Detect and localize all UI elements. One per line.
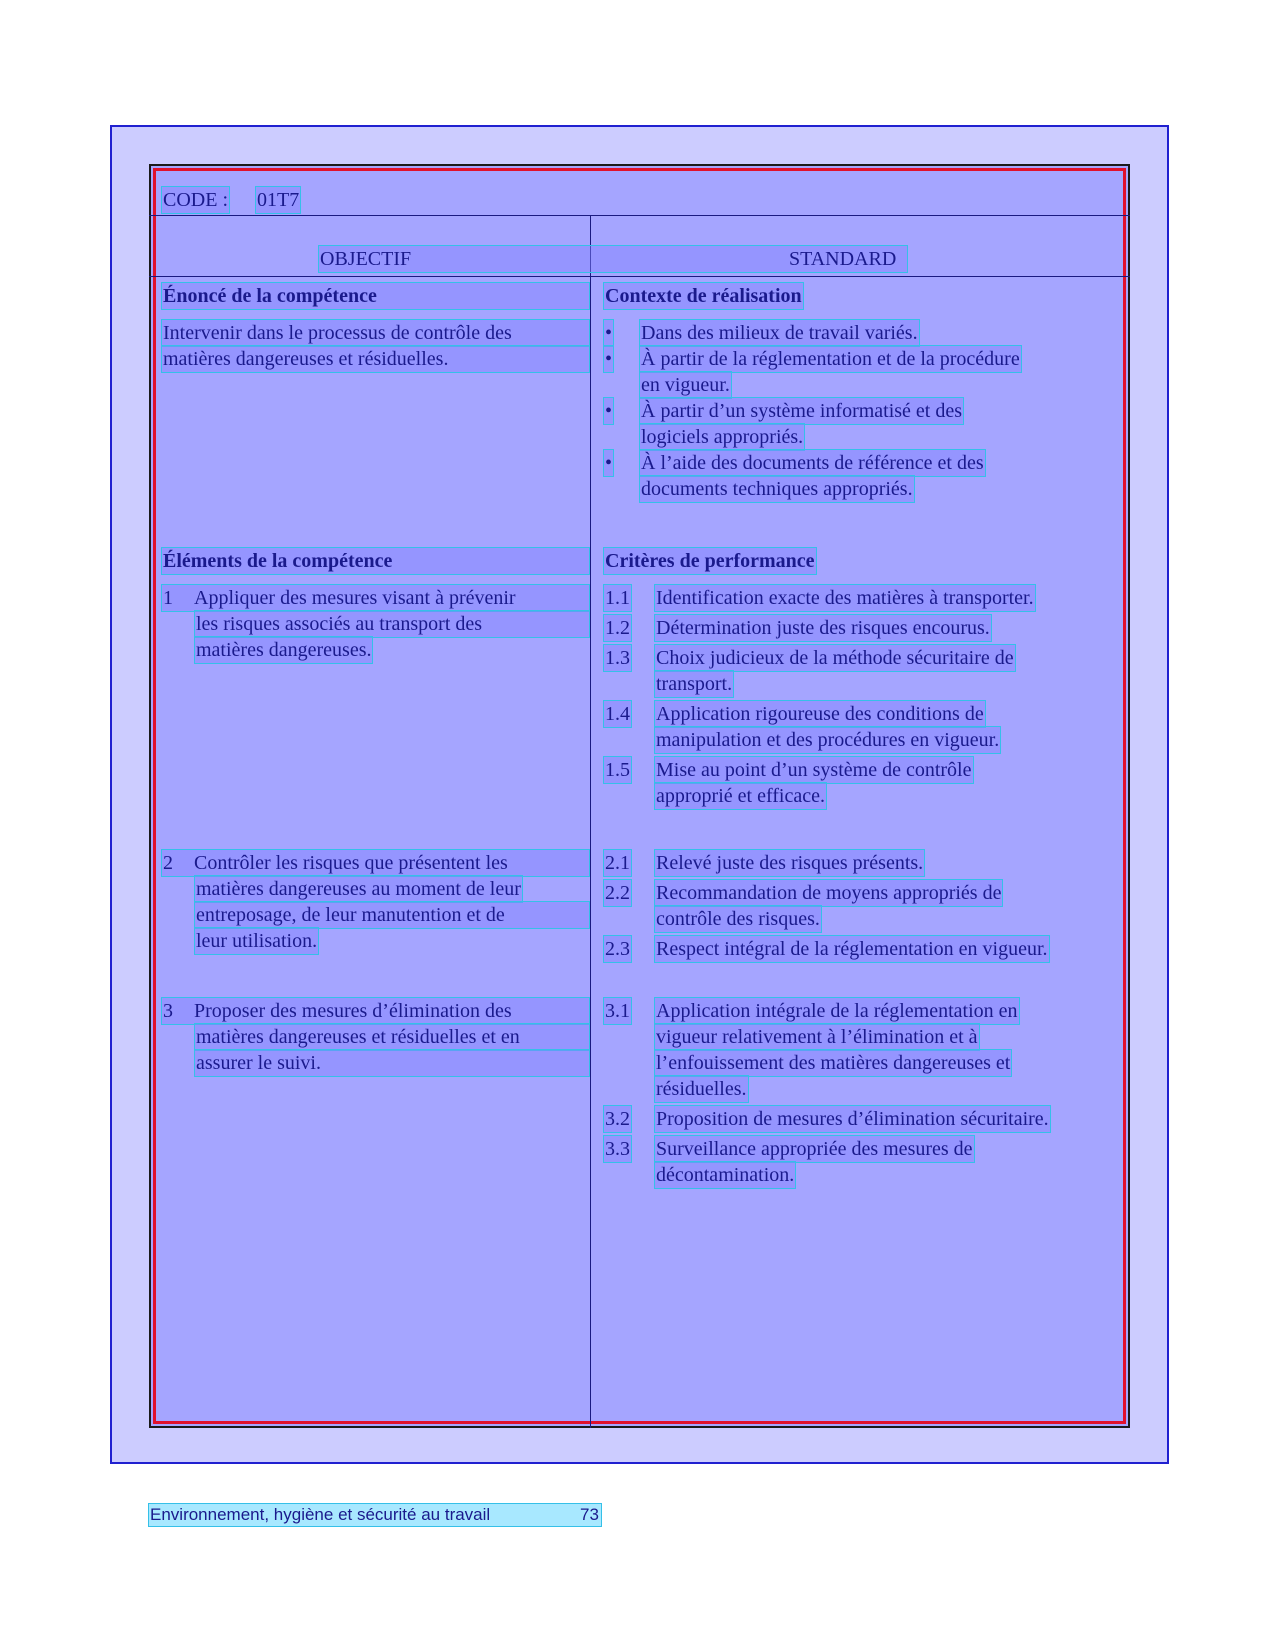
critere-line: Identification exacte des matières à transporter. [656, 587, 1034, 609]
contexte-title: Contexte de réalisation [605, 285, 802, 307]
element-line: les risques associés au transport des [195, 611, 589, 637]
critere-line: manipulation et des procédures en vigueur. [656, 729, 1000, 751]
critere-line: contrôle des risques. [656, 908, 820, 930]
page-footer [149, 1504, 601, 1526]
critere-num: 1.2 [605, 617, 630, 639]
critere-num: 3.1 [605, 1000, 630, 1022]
contexte-line: À partir d’un système informatisé et des [641, 400, 963, 422]
critere-line: Détermination juste des risques encourus. [656, 617, 990, 639]
critere-num: 1.1 [605, 587, 630, 609]
bullet-icon: • [605, 348, 613, 370]
header-divider [149, 276, 1130, 277]
element-num: 2 [163, 852, 173, 874]
footer-text: Environnement, hygiène et sécurité au travail [150, 1505, 491, 1524]
critere-num: 2.3 [605, 938, 630, 960]
contexte-line: logiciels appropriés. [641, 426, 804, 448]
element-line: Contrôler les risques que présentent les [194, 852, 508, 874]
critere-line: Mise au point d’un système de contrôle [656, 759, 972, 781]
element-line: matières dangereuses. [196, 639, 372, 661]
contexte-line: À l’aide des documents de référence et des [641, 452, 984, 474]
header-objectif-text: OBJECTIF [320, 248, 412, 270]
element-3-num [162, 998, 589, 1024]
critere-num: 2.2 [605, 882, 630, 904]
element-line: leur utilisation. [196, 930, 318, 952]
critere-line: Relevé juste des risques présents. [656, 852, 924, 874]
header-standard-text: STANDARD [789, 248, 897, 270]
element-line: assurer le suivi. [195, 1050, 589, 1076]
critere-line: Application rigoureuse des conditions de [656, 703, 984, 725]
contexte-line: documents techniques appropriés. [641, 478, 913, 500]
element-line: Proposer des mesures d’élimination des [194, 1000, 512, 1022]
element-line: matières dangereuses au moment de leur [196, 878, 521, 900]
header-objectif [319, 246, 907, 272]
critere-line: Choix judicieux de la méthode sécuritaire de [656, 647, 1014, 669]
enonce-line: Intervenir dans le processus de contrôle des [162, 320, 589, 346]
critere-num: 2.1 [605, 852, 630, 874]
column-divider [590, 215, 591, 1428]
element-2-num [162, 850, 589, 876]
enonce-line: matières dangereuses et résiduelles. [162, 346, 589, 372]
critere-line: résiduelles. [656, 1078, 747, 1100]
critere-line: approprié et efficace. [656, 785, 825, 807]
element-line: Appliquer des mesures visant à prévenir [194, 587, 516, 609]
element-line: matières dangereuses et résiduelles et en [195, 1024, 589, 1050]
bullet-icon: • [605, 452, 613, 474]
contexte-line: À partir de la réglementation et de la procédure [641, 348, 1020, 370]
enonce-title: Énoncé de la compétence [162, 283, 589, 309]
bullet-icon: • [605, 400, 613, 422]
critere-num: 3.2 [605, 1108, 630, 1130]
element-num: 3 [163, 1000, 173, 1022]
critere-line: décontamination. [656, 1164, 795, 1186]
critere-line: Application intégrale de la réglementation en [656, 1000, 1018, 1022]
critere-line: Respect intégral de la réglementation en vigueur. [656, 938, 1048, 960]
critere-line: Recommandation de moyens appropriés de [656, 882, 1002, 904]
elements-title: Éléments de la compétence [162, 548, 589, 574]
element-1-num [162, 585, 589, 611]
code-divider [149, 215, 1130, 216]
critere-num: 1.4 [605, 703, 630, 725]
element-num: 1 [163, 587, 173, 609]
contexte-line: Dans des milieux de travail variés. [641, 322, 918, 344]
code-value: 01T7 [257, 189, 300, 211]
critere-num: 1.3 [605, 647, 630, 669]
bullet-icon: • [605, 322, 613, 344]
criteres-title: Critères de performance [605, 550, 815, 572]
contexte-line: en vigueur. [641, 374, 730, 396]
critere-line: Proposition de mesures d’élimination sécuritaire. [656, 1108, 1049, 1130]
critere-line: transport. [656, 673, 733, 695]
code-label: CODE : [163, 189, 228, 211]
critere-line: l’enfouissement des matières dangereuses et [656, 1052, 1011, 1074]
element-line: entreposage, de leur manutention et de [195, 902, 589, 928]
critere-line: Surveillance appropriée des mesures de [656, 1138, 973, 1160]
page-number: 73 [580, 1505, 599, 1524]
critere-num: 1.5 [605, 759, 630, 781]
critere-num: 3.3 [605, 1138, 630, 1160]
critere-line: vigueur relativement à l’élimination et à [656, 1026, 978, 1048]
